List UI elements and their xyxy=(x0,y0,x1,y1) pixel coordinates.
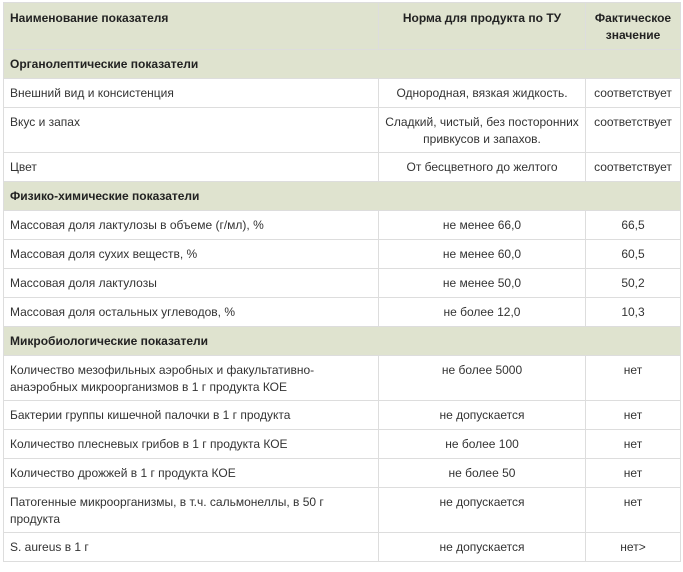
row-name: Массовая доля остальных углеводов, % xyxy=(4,298,379,327)
table-row xyxy=(4,153,681,182)
row-actual: нет xyxy=(586,459,681,488)
row-norm: не менее 66,0 xyxy=(379,211,586,240)
section-row-physicochemical xyxy=(4,182,681,211)
table-row xyxy=(4,356,681,401)
row-norm: От бесцветного до желтого xyxy=(379,153,586,182)
table-row xyxy=(4,430,681,459)
row-name: Цвет xyxy=(4,153,379,182)
table-row xyxy=(4,459,681,488)
row-actual: 60,5 xyxy=(586,240,681,269)
row-name: Количество мезофильных аэробных и факультативно-анаэробных микроорганизмов в 1 г продукта КОЕ xyxy=(4,356,379,401)
row-actual: нет xyxy=(586,488,681,533)
row-actual: нет> xyxy=(586,533,681,562)
row-norm: не менее 60,0 xyxy=(379,240,586,269)
row-name: Массовая доля сухих веществ, % xyxy=(4,240,379,269)
table-row xyxy=(4,240,681,269)
table-row xyxy=(4,108,681,153)
row-name: Количество дрожжей в 1 г продукта КОЕ xyxy=(4,459,379,488)
table-row xyxy=(4,298,681,327)
row-actual: нет xyxy=(586,356,681,401)
row-name: Внешний вид и консистенция xyxy=(4,79,379,108)
section-title: Микробиологические показатели xyxy=(4,327,681,356)
row-actual: нет xyxy=(586,401,681,430)
header-name-cell: Наименование показателя xyxy=(4,3,379,50)
row-norm: не более 5000 xyxy=(379,356,586,401)
row-actual: соответствует xyxy=(586,79,681,108)
header-actual-cell xyxy=(586,3,681,50)
row-norm: не более 12,0 xyxy=(379,298,586,327)
table-row xyxy=(4,488,681,533)
row-norm: не менее 50,0 xyxy=(379,269,586,298)
section-row-organoleptic xyxy=(4,50,681,79)
row-name: Количество плесневых грибов в 1 г продукта КОЕ xyxy=(4,430,379,459)
row-actual: соответствует xyxy=(586,153,681,182)
row-actual: соответствует xyxy=(586,108,681,153)
row-norm: не более 50 xyxy=(379,459,586,488)
table-row xyxy=(4,401,681,430)
table-row xyxy=(4,533,681,562)
row-name: Вкус и запах xyxy=(4,108,379,153)
header-actual-line2: значение xyxy=(605,28,661,42)
table-header xyxy=(4,3,681,50)
header-actual-line1: Фактическое xyxy=(594,11,672,25)
section-row-microbiological xyxy=(4,327,681,356)
row-norm: не допускается xyxy=(379,401,586,430)
row-norm: не допускается xyxy=(379,533,586,562)
section-title: Физико-химические показатели xyxy=(4,182,681,211)
specification-table xyxy=(3,2,681,562)
row-actual: 50,2 xyxy=(586,269,681,298)
header-row xyxy=(4,3,681,50)
row-norm: Сладкий, чистый, без посторонних привкусов и запахов. xyxy=(379,108,586,153)
row-name: Массовая доля лактулозы xyxy=(4,269,379,298)
row-norm: не допускается xyxy=(379,488,586,533)
row-actual: нет xyxy=(586,430,681,459)
row-actual: 66,5 xyxy=(586,211,681,240)
row-name: Патогенные микроорганизмы, в т.ч. сальмонеллы, в 50 г продукта xyxy=(4,488,379,533)
table-body xyxy=(4,50,681,562)
table-row xyxy=(4,211,681,240)
section-title: Органолептические показатели xyxy=(4,50,681,79)
row-name: Массовая доля лактулозы в объеме (г/мл), % xyxy=(4,211,379,240)
table-row xyxy=(4,79,681,108)
table-row xyxy=(4,269,681,298)
row-norm: Однородная, вязкая жидкость. xyxy=(379,79,586,108)
row-actual: 10,3 xyxy=(586,298,681,327)
row-name: S. aureus в 1 г xyxy=(4,533,379,562)
header-norm-cell: Норма для продукта по ТУ xyxy=(379,3,586,50)
row-name: Бактерии группы кишечной палочки в 1 г продукта xyxy=(4,401,379,430)
row-norm: не более 100 xyxy=(379,430,586,459)
